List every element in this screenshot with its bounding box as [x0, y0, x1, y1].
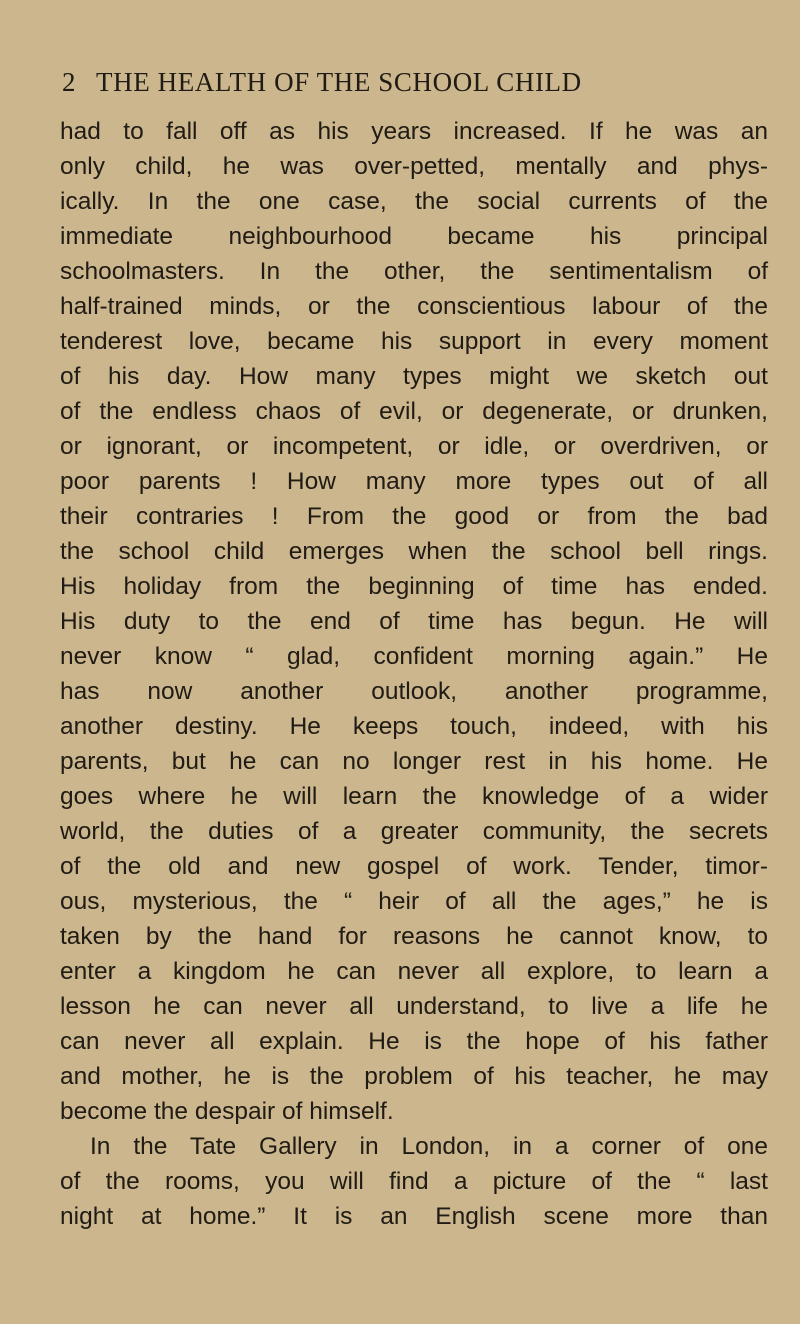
text-line: world, the duties of a greater community, the secrets [60, 818, 768, 845]
text-line: or ignorant, or incompetent, or idle, or overdriven, or [60, 433, 768, 460]
text-line: lesson he can never all understand, to live a life he [60, 993, 768, 1020]
text-line: ous, mysterious, the “ heir of all the ages,” he is [60, 888, 768, 915]
text-line: tenderest love, became his support in every moment [60, 328, 768, 355]
running-title: THE HEALTH OF THE SCHOOL CHILD [96, 67, 582, 97]
text-line: schoolmasters. In the other, the sentimentalism of [60, 258, 768, 285]
body-text [60, 114, 768, 1234]
text-line: had to fall off as his years increased. If he was an [60, 118, 768, 145]
text-line: never know “ glad, confident morning again.” He [60, 643, 768, 670]
text-line: immediate neighbourhood became his principal [60, 223, 768, 250]
running-head [62, 62, 582, 102]
paragraph-last-line: become the despair of himself. [60, 1098, 394, 1125]
text-line: goes where he will learn the knowledge of a wider [60, 783, 768, 810]
page-number: 2 [62, 67, 76, 97]
text-line: of his day. How many types might we sketch out [60, 363, 768, 390]
paragraph-first-line: In the Tate Gallery in London, in a corner of one [90, 1133, 768, 1160]
text-line: parents, but he can no longer rest in his home. He [60, 748, 768, 775]
text-line: of the old and new gospel of work. Tender, timor- [60, 853, 768, 880]
text-line: His duty to the end of time has begun. He will [60, 608, 768, 635]
text-line: half-trained minds, or the conscientious labour of the [60, 293, 768, 320]
text-line: night at home.” It is an English scene more than [60, 1203, 768, 1230]
text-line: taken by the hand for reasons he cannot know, to [60, 923, 768, 950]
text-line: poor parents ! How many more types out of all [60, 468, 768, 495]
text-line: ically. In the one case, the social currents of the [60, 188, 768, 215]
text-line: of the rooms, you will find a picture of the “ last [60, 1168, 768, 1195]
text-line: and mother, he is the problem of his teacher, he may [60, 1063, 768, 1090]
text-line: another destiny. He keeps touch, indeed, with his [60, 713, 768, 740]
text-line: His holiday from the beginning of time has ended. [60, 573, 768, 600]
text-line: of the endless chaos of evil, or degenerate, or drunken, [60, 398, 768, 425]
text-line: only child, he was over-petted, mentally and phys- [60, 153, 768, 180]
text-line: enter a kingdom he can never all explore, to learn a [60, 958, 768, 985]
text-line: the school child emerges when the school bell rings. [60, 538, 768, 565]
text-line: their contraries ! From the good or from the bad [60, 503, 768, 530]
text-line: can never all explain. He is the hope of his father [60, 1028, 768, 1055]
text-line: has now another outlook, another programme, [60, 678, 768, 705]
